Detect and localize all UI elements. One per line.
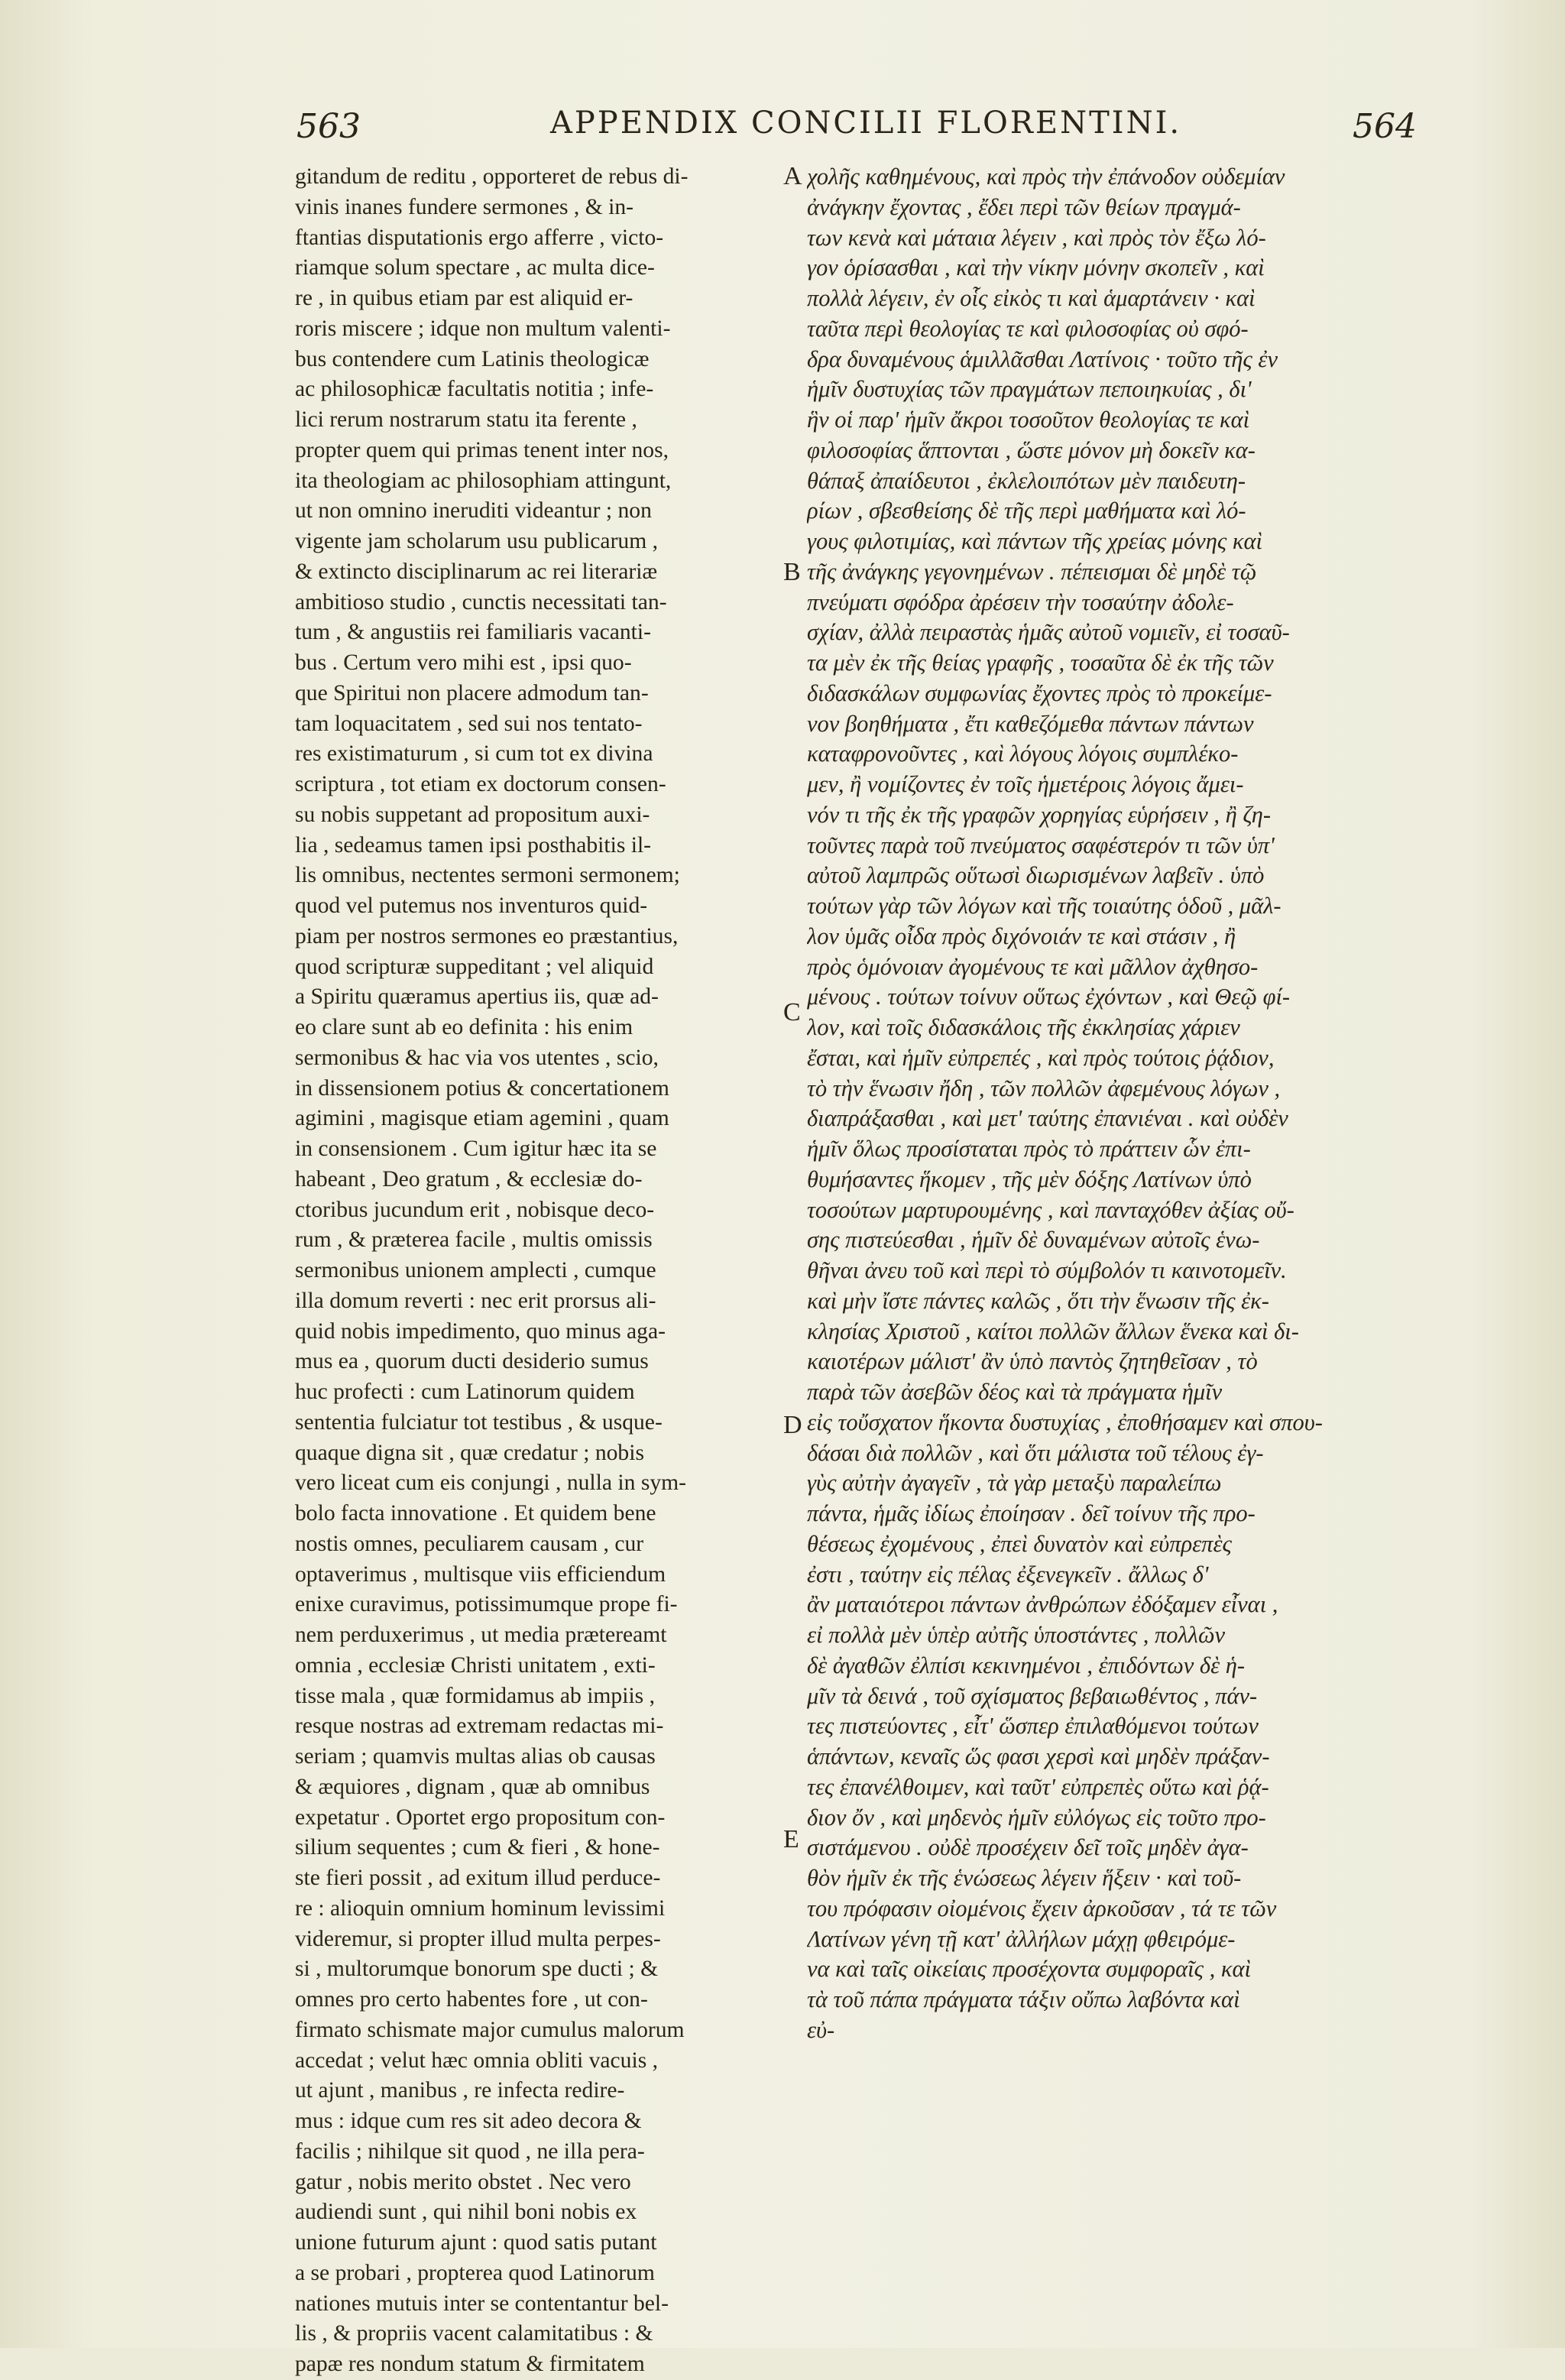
greek-text-line: χολῆς καθημένους, καὶ πρὸς τὴν ἐπάνοδον οὐδεμίαν (807, 164, 1285, 190)
latin-text-line: lici rerum nostrarum statu ita ferente , (295, 407, 637, 432)
greek-text-line: ἔσται, καὶ ἡμῖν εὐπρεπές , καὶ πρὸς τούτοις ῥᾴδιον, (807, 1044, 1275, 1071)
greek-text-line: διαπράξασθαι , καὶ μετ' ταύτης ἐπανιέναι . καὶ οὐδὲν (807, 1105, 1288, 1132)
greek-text-line: ἡμῖν δυστυχίας τῶν πραγμάτων πεποιηκυίας , δι' (807, 376, 1252, 403)
latin-text-line: lis , & propriis vacent calamitatibus : & (295, 2321, 653, 2346)
latin-text-line: su nobis suppetant ad propositum auxi- (295, 802, 650, 827)
greek-text-line: τα μὲν ἐκ τῆς θείας γραφῆς , τοσαῦτα δὲ ἐκ τῆς τῶν (807, 650, 1274, 676)
latin-text-line: re : alioquin omnium hominum levissimi (295, 1895, 666, 1921)
latin-text-line: tisse mala , quæ formidamus ab impiis , (295, 1683, 655, 1708)
greek-text-line: δρα δυναμένους ἁμιλλᾶσθαι Λατίνοις · τοῦτο τῆς ἐν (807, 345, 1278, 372)
greek-text-line: θάπαξ ἀπαίδευτοι , ἐκλελοιπότων μὲν παιδευτη- (807, 467, 1246, 494)
latin-text-line: huc profecti : cum Latinorum quidem (295, 1380, 635, 1404)
latin-text-line: ambitioso studio , cunctis necessitati tan- (295, 589, 667, 614)
latin-text-line: nem perduxerimus , ut media prætereamt (295, 1623, 667, 1647)
latin-text-line: in consensionem . Cum igitur hæc ita se (295, 1136, 657, 1161)
latin-text-line: eo clare sunt ab eo definita : his enim (295, 1015, 633, 1039)
latin-text-line: tam loquacitatem , sed sui nos tentato- (295, 711, 643, 736)
greek-text-line: σης πιστεύεσθαι , ἡμῖν δὲ δυναμένων αὐτοῖς ἑνω- (807, 1227, 1260, 1253)
greek-text-line: τῆς ἀνάγκης γεγονημένων . πέπεισμαι δὲ μηδὲ τῷ (807, 558, 1257, 585)
latin-text-line: seriam ; quamvis multas alias ob causas (295, 1744, 656, 1769)
latin-text-line: videremur, si propter illud multa perpes- (295, 1926, 661, 1951)
greek-text-line: ταῦτα περὶ θεολογίας τε καὶ φιλοσοφίας οὐ σφό- (807, 315, 1249, 342)
latin-text-line: res existimaturum , si cum tot ex divina (295, 741, 653, 767)
greek-text-line: δάσαι διὰ πολλῶν , καὶ ὅτι μάλιστα τοῦ τέλους ἐγ- (807, 1439, 1264, 1466)
greek-text-line: τοῦντες παρὰ τοῦ πνεύματος σαφέστερόν τι τῶν ὑπ' (807, 832, 1275, 858)
greek-text-column (807, 162, 1441, 2046)
greek-text-line: εὐ- (807, 2016, 835, 2043)
greek-text-line: θέσεως ἐχομένους , ἐπεὶ δυνατὸν καὶ εὐπρεπὲς (807, 1530, 1232, 1557)
latin-text-line: mus ea , quorum ducti desiderio sumus (295, 1349, 649, 1374)
latin-text-line: expetatur . Oportet ergo propositum con- (295, 1804, 666, 1830)
right-page-number: 564 (1353, 107, 1417, 146)
left-page-number: 563 (296, 107, 361, 146)
latin-text-line: sententia fulciatur tot testibus , & usque- (295, 1409, 663, 1435)
greek-text-line: νόν τι τῆς ἐκ τῆς γραφῶν χορηγίας εὑρήσειν , ἢ ζη- (807, 801, 1272, 828)
greek-text-line: τες πιστεύοντες , εἶτ' ὥσπερ ἐπιλαθόμενοι τούτων (807, 1713, 1259, 1740)
latin-text-line: illa domum reverti : nec erit prorsus ali- (295, 1288, 656, 1313)
latin-text-line: omnes pro certo habentes fore , ut con- (295, 1987, 648, 2012)
latin-text-line: bus contendere cum Latinis theologicæ (295, 346, 650, 371)
latin-text-line: tum , & angustiis rei familiaris vacanti- (295, 620, 651, 645)
greek-text-line: ἂν ματαιότεροι πάντων ἀνθρώπων ἐδόξαμεν εἶναι , (807, 1591, 1278, 1618)
greek-text-line: πνεύματι σφόδρα ἀρέσειν τὴν τοσαύτην ἀδολε- (807, 589, 1234, 615)
margin-marker-e: E (783, 1825, 799, 1853)
latin-text-line: a Spiritu quæramus apertius iis, quæ ad- (295, 984, 659, 1010)
greek-text-line: λον, καὶ τοῖς διδασκάλοις τῆς ἐκκλησίας χάριεν (807, 1014, 1240, 1040)
latin-text-line: si , multorumque bonorum spe ducti ; & (295, 1957, 659, 1982)
latin-text-line: quaque digna sit , quæ credatur ; nobis (295, 1440, 644, 1465)
greek-text-line: τοσούτων μαρτυρουμένης , καὶ πανταχόθεν ἀξίας οὔ- (807, 1196, 1294, 1223)
latin-text-line: ctoribus jucundum erit , nobisque deco- (295, 1197, 655, 1222)
latin-text-line: resque nostras ad extremam redactas mi- (295, 1714, 664, 1739)
greek-text-line: ἁπάντων, κεναῖς ὥς φασι χερσὶ καὶ μηδὲν πράξαν- (807, 1743, 1270, 1769)
latin-text-line: gatur , nobis merito obstet . Nec vero (295, 2169, 631, 2194)
greek-text-line: κλησίας Χριστοῦ , καίτοι πολλῶν ἄλλων ἕνεκα καὶ δι- (807, 1318, 1299, 1344)
latin-text-line: ac philosophicæ facultatis notitia ; infe- (295, 377, 654, 402)
margin-marker-d: D (783, 1411, 802, 1439)
margin-marker-a: A (783, 162, 802, 190)
greek-text-line: ἀνάγκην ἔχοντας , ἔδει περὶ τῶν θείων πραγμά- (807, 193, 1241, 220)
latin-text-line: & æquiores , dignam , quæ ab omnibus (295, 1774, 650, 1799)
greek-text-line: καὶ μὴν ἴστε πάντες καλῶς , ὅτι τὴν ἕνωσιν τῆς ἐκ- (807, 1287, 1269, 1314)
latin-text-line: roris miscere ; idque non multum valenti- (295, 316, 671, 341)
latin-text-line: ut ajunt , manibus , re infecta redire- (295, 2078, 625, 2103)
greek-text-line: τες ἐπανέλθοιμεν, καὶ ταῦτ' εὐπρεπὲς οὕτω καὶ ῥᾴ- (807, 1773, 1269, 1800)
latin-text-line: nostis omnes, peculiarem causam , cur (295, 1531, 644, 1556)
latin-text-line: optaverimus , multisque viis efficiendum (295, 1561, 666, 1587)
latin-text-line: mus : idque cum res sit adeo decora & (295, 2109, 642, 2133)
greek-text-line: καιοτέρων μάλιστ' ἂν ὑπὸ παντὸς ζητηθεῖσαν , τὸ (807, 1348, 1258, 1375)
greek-text-line: των κενὰ καὶ μάταια λέγειν , καὶ πρὸς τὸν ἔξω λό- (807, 224, 1266, 251)
greek-text-line: τούτων γὰρ τῶν λόγων καὶ τῆς τοιαύτης ὁδοῦ , μᾶλ- (807, 893, 1281, 919)
greek-text-line: σιστάμενου . οὐδὲ προσέχειν δεῖ τοῖς μηδὲν ἀγα- (807, 1834, 1249, 1861)
latin-text-line: silium sequentes ; cum & fieri , & hone- (295, 1835, 660, 1860)
latin-text-line: enixe curavimus, potissimumque prope fi- (295, 1592, 678, 1617)
latin-text-line: accedat ; velut hæc omnia obliti vacuis , (295, 2048, 659, 2073)
latin-text-line: habeant , Deo gratum , & ecclesiæ do- (295, 1166, 643, 1192)
latin-text-line: in dissensionem potius & concertationem (295, 1075, 669, 1101)
running-title: APPENDIX CONCILII FLORENTINI. (550, 105, 1182, 141)
greek-text-line: λον ὑμᾶς οἶδα πρὸς διχόνοιάν τε καὶ στάσιν , ἢ (807, 922, 1236, 949)
latin-text-line: bolo facta innovatione . Et quidem bene (295, 1501, 656, 1526)
greek-text-line: πάντα, ἡμᾶς ἰδίως ἐποίησαν . δεῖ τοίνυν τῆς προ- (807, 1500, 1256, 1526)
latin-text-line: papæ res nondum statum & firmitatem (295, 2352, 645, 2376)
latin-text-line: piam per nostros sermones eo præstantius, (295, 923, 679, 948)
greek-text-line: του πρόφασιν οἰομένοις ἔχειν ἀρκοῦσαν , τά τε τῶν (807, 1895, 1277, 1921)
latin-text-line: ste fieri possit , ad exitum illud perduce- (295, 1866, 661, 1890)
latin-text-line: agimini , magisque etiam agemini , quam (295, 1106, 669, 1131)
greek-text-line: νον βοηθήματα , ἔτι καθεζόμεθα πάντων πάντων (807, 710, 1254, 737)
greek-text-line: φιλοσοφίας ἅπτονται , ὥστε μόνον μὴ δοκεῖν κα- (807, 436, 1256, 463)
latin-text-line: gitandum de reditu , opporteret de rebus di- (295, 164, 689, 189)
greek-text-line: σχίαν, ἀλλὰ πειραστὰς ἡμᾶς αὐτοῦ νομιεῖν, εἰ τοσαῦ- (807, 619, 1290, 646)
greek-text-line: δὲ ἀγαθῶν ἐλπίσι κεκινημένοι , ἐπιδόντων δὲ ἡ- (807, 1652, 1246, 1678)
latin-text-line: a se probari , propterea quod Latinorum (295, 2260, 655, 2285)
greek-text-line: γους φιλοτιμίας, καὶ πάντων τῆς χρείας μόνης καὶ (807, 528, 1263, 554)
latin-text-line: rum , & præterea facile , multis omissis (295, 1227, 653, 1253)
greek-text-line: διον ὄν , καὶ μηδενὸς ἡμῖν εὐλόγως εἰς τοῦτο πρo- (807, 1804, 1266, 1830)
latin-text-line: lia , sedeamus tamen ipsi posthabitis il- (295, 832, 652, 858)
latin-text-column (295, 162, 792, 2380)
latin-text-line: firmato schismate major cumulus malorum (295, 2017, 685, 2042)
latin-text-line: bus . Certum vero mihi est , ipsi quo- (295, 650, 632, 675)
greek-text-line: μένους . τούτων τοίνυν οὕτως ἐχόντων , καὶ Θεῷ φί- (807, 984, 1291, 1010)
greek-text-line: πρὸς ὁμόνοιαν ἀγομένους τε καὶ μᾶλλον ἀχθησο- (807, 953, 1259, 980)
latin-text-line: ita theologiam ac philosophiam attingunt, (295, 468, 672, 493)
latin-text-line: nationes mutuis inter se contentantur bel- (295, 2291, 669, 2316)
greek-text-line: τὸ τὴν ἕνωσιν ἤδη , τῶν πολλῶν ἀφεμένους λόγων , (807, 1075, 1281, 1101)
latin-text-line: que Spiritui non placere admodum tan- (295, 680, 649, 705)
greek-text-line: θὸν ἡμῖν ἐκ τῆς ἑνώσεως λέγειν ἥξειν · καὶ τοῦ- (807, 1865, 1242, 1891)
latin-text-line: unione futurum ajunt : quod satis putant (295, 2230, 657, 2255)
greek-text-line: πολλὰ λέγειν, ἐν οἷς εἰκὸς τι καὶ ἁμαρτάνειν · καὶ (807, 285, 1256, 311)
latin-text-line: quod scripturæ suppeditant ; vel aliquid (295, 954, 654, 979)
latin-text-line: ut non omnino ineruditi videantur ; non (295, 498, 652, 524)
greek-text-line: να καὶ ταῖς οἰκείαις προσέχοντα συμφοραῖς , καὶ (807, 1956, 1251, 1983)
latin-text-line: scriptura , tot etiam ex doctorum consen- (295, 772, 666, 796)
latin-text-line: quod vel putemus nos inventuros quid- (295, 893, 648, 918)
latin-text-line: audiendi sunt , qui nihil boni nobis ex (295, 2200, 637, 2225)
latin-text-line: vigente jam scholarum usu publicarum , (295, 529, 659, 553)
greek-text-line: διδασκάλων συμφωνίας ἔχοντες πρὸς τὸ προκείμε- (807, 679, 1272, 706)
greek-text-line: αὐτοῦ λαμπρῶς οὕτωσὶ διωρισμένων λαβεῖν . ὑπὸ (807, 862, 1265, 889)
margin-marker-c: C (783, 998, 801, 1026)
latin-text-line: propter quem qui primas tenent inter nos, (295, 437, 669, 462)
latin-text-line: re , in quibus etiam par est aliquid er- (295, 286, 633, 310)
latin-text-line: facilis ; nihilque sit quod , ne illa pera- (295, 2138, 645, 2164)
greek-text-line: εἰς τοὔσχατον ἥκοντα δυστυχίας , ἐποθήσαμεν καὶ σπου- (807, 1409, 1323, 1435)
greek-text-line: ρίων , σβεσθείσης δὲ τῆς περὶ μαθήματα καὶ λό- (807, 498, 1246, 524)
greek-text-line: παρὰ τῶν ἀσεβῶν δέος καὶ τὰ πράγματα ἡμῖν (807, 1379, 1223, 1405)
greek-text-line: τὰ τοῦ πάπα πράγματα τάξιν οὔπω λαβόντα καὶ (807, 1986, 1240, 2012)
greek-text-line: ἣν οἱ παρ' ἡμῖν ἄκροι τοσοῦτον θεολογίας τε καὶ (807, 407, 1250, 433)
greek-text-line: θῆναι ἀνευ τοῦ καὶ περὶ τὸ σύμβολόν τι καινοτομεῖν. (807, 1257, 1287, 1283)
greek-text-line: μῖν τὰ δεινά , τοῦ σχίσματος βεβαιωθέντος , πάν- (807, 1682, 1258, 1709)
latin-text-line: quid nobis impedimento, quo minus aga- (295, 1318, 666, 1344)
margin-marker-b: B (783, 558, 801, 586)
latin-text-line: riamque solum spectare , ac multa dice- (295, 255, 655, 280)
latin-text-line: omnia , ecclesiæ Christi unitatem , exti- (295, 1652, 656, 1678)
latin-text-line: lis omnibus, nectentes sermoni sermonem; (295, 863, 680, 888)
latin-text-line: vero liceat cum eis conjungi , nulla in sym- (295, 1470, 687, 1496)
greek-text-line: γον ὁρίσασθαι , καὶ τὴν νίκην μόνην σκοπεῖν , καὶ (807, 255, 1265, 281)
latin-text-line: sermonibus & hac via vos utentes , scio, (295, 1045, 659, 1070)
greek-text-line: καταφρονοῦντες , καὶ λόγους λόγοις συμπλέκο- (807, 741, 1239, 767)
greek-text-line: μεν, ἢ νομίζοντες ἐν τοῖς ἡμετέροις λόγοις ἄμει- (807, 771, 1244, 797)
greek-text-line: ἐστι , ταύτην εἰς πέλας ἐξενεγκεῖν . ἄλλως δ' (807, 1561, 1209, 1587)
greek-text-line: ἡμῖν ὅλως προσίσταται πρὸς τὸ πράττειν ὧν ἐπι- (807, 1136, 1251, 1162)
latin-text-line: ftantias disputationis ergo afferre , victo- (295, 225, 664, 250)
greek-text-line: Λατίνων γένη τῇ κατ' ἀλλήλων μάχῃ φθειρόμε- (807, 1925, 1236, 1952)
latin-text-line: & extincto disciplinarum ac rei literariæ (295, 559, 658, 584)
latin-text-line: vinis inanes fundere sermones , & in- (295, 194, 633, 219)
greek-text-line: γὺς αὐτὴν ἀγαγεῖν , τὰ γὰρ μεταξὺ παραλείπω (807, 1470, 1222, 1496)
greek-text-line: θυμήσαντες ἥκομεν , τῆς μὲν δόξης Λατίνων ὑπὸ (807, 1166, 1252, 1192)
greek-text-line: εἰ πολλὰ μὲν ὑπὲρ αὐτῆς ὑποστάντες , πολλῶν (807, 1622, 1226, 1648)
page-header (0, 98, 1565, 159)
latin-text-line: sermonibus unionem amplecti , cumque (295, 1258, 656, 1282)
